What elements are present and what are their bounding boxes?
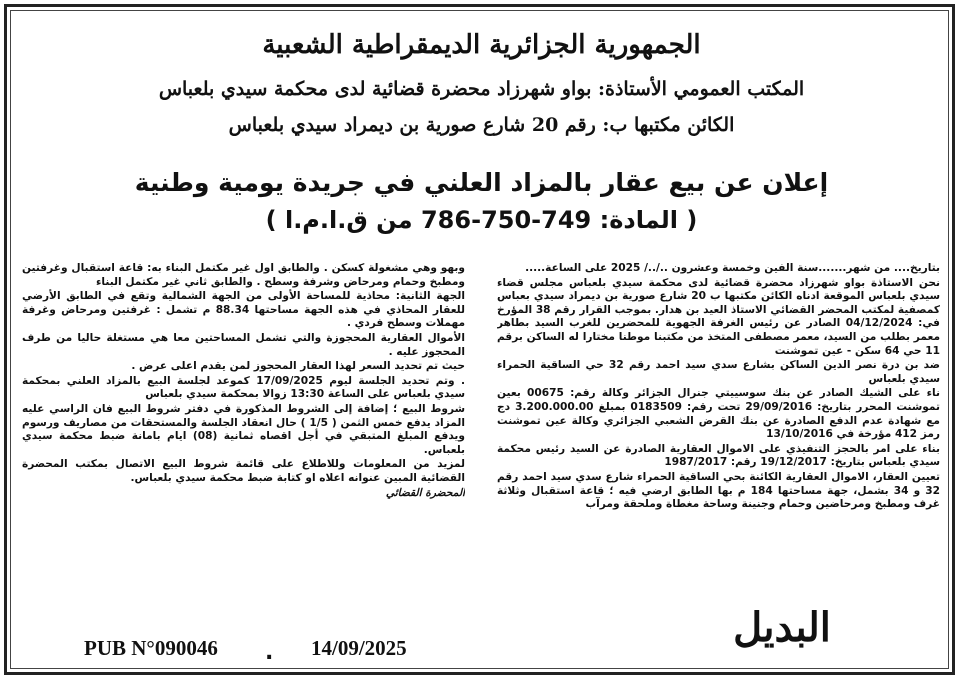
office-line: المكتب العمومي الأستاذة: بواو شهرزاد محضرة قضائية لدى محكمة سيدي بلعباس (158, 78, 805, 100)
paragraph: الجهة الثانية: محاذية للمساحة الأولى من الجهة الشمالية وتقع في الطابق الأرضي للعقار المحاذي في هذه الجهة مساحتها 88.34 م تشمل : غرفتين ومرحاض وغرفة مهملات وسطح فردي . (22, 290, 465, 330)
paragraph: ضد بن درة نصر الدين الساكن بشارع سدي سيد احمد رقم 32 حي الساقية الحمراء سيدي بلعباس (497, 359, 940, 385)
paragraph: نحن الاستاذة بواو شهرزاد محضرة قضائية لدى محكمة سيدي بلعباس مجلس قضاء سيدي بلعباس الموقعة ادناه الكائن مكتبها ب 20 شارع صورية بن ديمراد سيدي بعباس كمصفية لمكتب المحضر القضائي الاستاذ العيد بن هدار. بموجب القرار رقم 38 المؤرخ في: 04/12/2024 الصادر عن رئيس الغرفة الجهوية للمحضرين للغرب السيد بطاهر معمر بطلب من السيد، معمر مصطفى المتخذ من مكتبنا موطنا مختارا له الساكن برقم 11 حي 64 سكن - عين تموشنت (497, 276, 940, 357)
republic-heading: الجمهورية الجزائرية الديمقراطية الشعبية (262, 30, 701, 60)
article-reference: ( المادة: 749-750-786 من ق.ا.م.ا ) (265, 206, 698, 234)
signature: المحضرة القضائي (385, 486, 465, 499)
paragraph: الأموال العقارية المحجوزة والتي تشمل المساحتين معا هي مستغلة حاليا من طرف المحجوز عليه . (22, 331, 465, 358)
left-column (22, 262, 465, 582)
notice-title: إعلان عن بيع عقار بالمزاد العلني في جريدة يومية وطنية (134, 168, 829, 197)
pub-number: PUB N°090046 (84, 636, 218, 660)
right-column (497, 262, 940, 597)
paragraph: تعيين العقار، الاموال العقارية الكائنة بحي الساقية الحمراء شارع سدي سيد احمد رقم 32 و 34 بشمل، جهة مساحتها 184 م بها الطابق ارضي فيه ؛ قاعة استقبال وثلاثة غرف ومطبخ ومرحاضين وحمام وجنينة وساحة مغطاة وملحقة ومرآب (497, 470, 940, 511)
newspaper-name: البديل (733, 604, 831, 651)
paragraph: ناء على الشيك الصادر عن بنك سوسييتي جنرال الجزائر وكالة رقم: 00675 بعين تموشنت المحرر بتاريخ: 29/09/2016 تحت رقم: 0183509 بمبلغ 3.200.000.00 دج مع شهادة عدم الدفع الصادرة عن بنك القرض الشعبي الجزائري وكالة عين تموشنت رمز 412 مؤرخة في 13/10/2016 (497, 387, 940, 441)
paragraph: شروط البيع ؛ إضافة إلى الشروط المذكورة في دفتر شروط البيع فان الراسي عليه المزاد يدفع خمس الثمن ( 1/5 ) حال انعقاد الجلسة والمستحقات من مصاريف ورسوم ويدفع المبلغ المتبقي في أجل اقصاه ثمانية (08) ايام بامانة ضبط محكمة سيدي بلعباس. (22, 402, 465, 456)
paragraph: وبهو وهي مشغولة كسكن . والطابق اول غير مكتمل البناء به: قاعة استقبال وغرفتين ومطبخ وحمام ومرحاض وشرفة وسطح . والطابق ثاني غير مكتمل البناء (22, 262, 465, 288)
paragraph: بتاريخ.... من شهر.......سنة الفين وخمسة وعشرون ../../ 2025 على الساعة..... (525, 262, 940, 274)
paragraph: حيث تم تحديد السعر لهذا العقار المحجوز لمن يقدم اعلى عرض . (131, 360, 465, 373)
publication-date: 14/09/2025 (311, 636, 407, 660)
address-line: الكائن مكتبها ب: رقم 20 شارع صورية بن ديمراد سيدي بلعباس (228, 114, 735, 136)
paragraph: لمزيد من المعلومات وللاطلاع على قائمة شروط البيع الاتصال بمكتب المحضرة القضائية المبين عنوانه اعلاه او كتابة ضبط محكمة سيدي بلعباس. (22, 458, 465, 484)
footer-separator: . (265, 640, 274, 665)
paragraph: بناء على امر بالحجز التنفيذي على الاموال العقارية الصادرة عن السيد رئيس محكمة سيدي بلعباس بتاريخ: 19/12/2017 رقم: 1987/2017 (497, 442, 940, 469)
paragraph: . وتم تحديد الجلسة ليوم 17/09/2025 كموعد لجلسة البيع بالمزاد العلني بمحكمة سيدي بلعباس على الساعة 13:30 زوالا بمحكمة سيدي بلعباس (22, 374, 465, 401)
